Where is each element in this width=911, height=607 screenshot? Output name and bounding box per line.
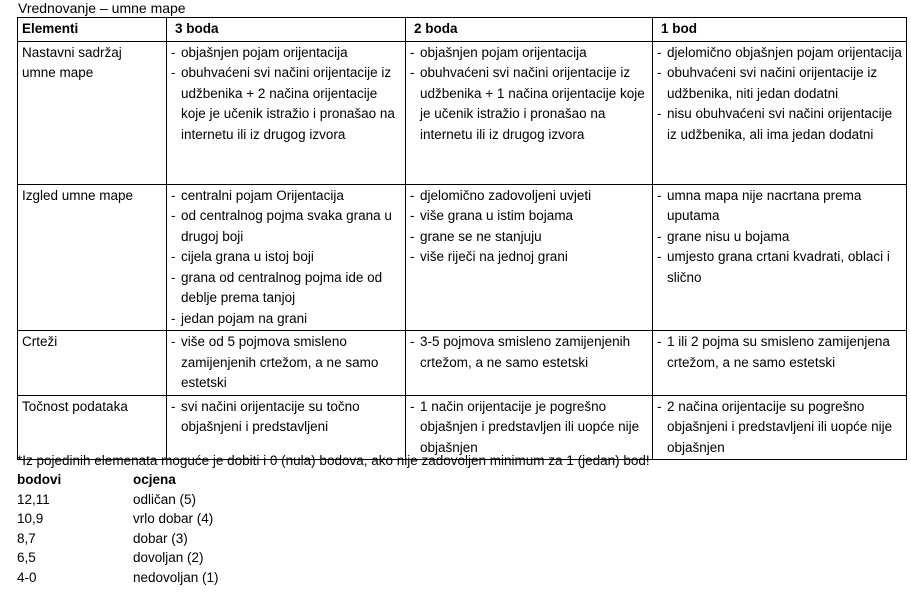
header-elementi: Elementi	[18, 18, 167, 42]
grade-mark: nedovoljan (1)	[133, 569, 219, 585]
criteria-item: - centralni pojam Orijentacija	[171, 186, 402, 207]
footnote: *Iz pojedinih elemenata moguće je dobiti i 0 (nula) bodova, ako nije zadovoljen minimum za 1 (jedan) bod!	[17, 453, 650, 468]
grade-mark: vrlo dobar (4)	[133, 511, 214, 526]
criteria-item: - umjesto grana crtani kvadrati, oblaci i slično	[657, 247, 903, 288]
criteria-item: - obuhvaćeni svi načini orijentacije iz udžbenika, niti jedan dodatni	[657, 63, 903, 104]
criteria-item: - obuhvaćeni svi načini orijentacije iz udžbenika + 2 načina orijentacije koje je učenik istražio i pronašao na internetu ili iz drugog izvora	[171, 63, 402, 145]
header-1-bod: 1 bod	[653, 18, 907, 42]
criteria-item: - 1 način orijentacije je pogrešno objašnjen i predstavljen ili uopće nije objašnjen	[410, 397, 649, 459]
element-label-line: Izgled umne mape	[22, 187, 134, 203]
criteria-list	[410, 332, 649, 373]
criteria-item: - više od 5 pojmova smisleno zamijenjenih crtežom, a ne samo estetski	[171, 332, 402, 394]
criteria-list	[657, 186, 903, 289]
criteria-item: - cijela grana u istoj boji	[171, 247, 402, 268]
criteria-item: - obuhvaćeni svi načini orijentacije iz udžbenika + 1 načina orijentacije koje je učenik istražio i pronašao na internetu ili iz drugog izvora	[410, 63, 649, 145]
rubric-criteria-cell	[653, 41, 907, 184]
criteria-list	[657, 332, 903, 373]
criteria-list	[171, 186, 402, 330]
criteria-item: - jedan pojam na grani	[171, 309, 402, 330]
rubric-criteria-cell	[653, 184, 907, 331]
grade-scale	[17, 470, 219, 587]
element-label-line: Crteži	[22, 334, 58, 349]
criteria-list	[657, 43, 903, 146]
grade-points: 8,7	[17, 530, 36, 546]
grade-mark: dovoljan (2)	[133, 550, 204, 565]
criteria-list	[410, 43, 649, 146]
rubric-criteria-cell	[167, 41, 406, 184]
rubric-element-label	[18, 41, 167, 184]
rubric-row	[18, 41, 907, 184]
criteria-list	[171, 397, 402, 438]
criteria-item: - 2 načina orijentacije su pogrešno objašnjeni i predstavljeni ili uopće nije objašnjen	[657, 397, 903, 459]
rubric-criteria-cell	[406, 331, 653, 396]
header-2-boda: 2 boda	[406, 18, 653, 42]
criteria-list	[410, 186, 649, 268]
criteria-item: - 3-5 pojmova smisleno zamijenjenih crtežom, a ne samo estetski	[410, 332, 649, 373]
criteria-list	[171, 332, 402, 394]
rubric-row	[18, 331, 907, 396]
criteria-item: - umna mapa nije nacrtana prema uputama	[657, 186, 903, 227]
criteria-item: - od centralnog pojma svaka grana u drugoj boji	[171, 206, 402, 247]
criteria-list	[171, 43, 402, 146]
criteria-item: - objašnjen pojam orijentacija	[171, 43, 402, 64]
element-label-line: Točnost podataka	[22, 398, 128, 414]
rubric-criteria-cell	[653, 395, 907, 460]
rubric-criteria-cell	[406, 184, 653, 331]
rubric-element-label	[18, 395, 167, 460]
rubric-table	[17, 17, 907, 460]
rubric-criteria-cell	[653, 331, 907, 396]
grade-mark: odličan (5)	[133, 491, 197, 507]
criteria-item: - grane se ne stanjuju	[410, 227, 649, 248]
grade-row	[17, 529, 219, 549]
document-title: Vrednovanje – umne mape	[18, 0, 186, 16]
grade-header-bodovi: bodovi	[17, 472, 62, 487]
grade-points: 12,11	[17, 491, 50, 507]
grade-points: 10,9	[17, 511, 44, 526]
element-label-line: umne mape	[22, 65, 94, 80]
grade-row	[17, 568, 219, 588]
criteria-item: - više grana u istim bojama	[410, 206, 649, 227]
rubric-element-label	[18, 331, 167, 396]
grade-row	[17, 509, 219, 529]
criteria-item: - više riječi na jednoj grani	[410, 247, 649, 268]
rubric-criteria-cell	[167, 395, 406, 460]
rubric-header-row	[18, 18, 907, 42]
header-3-boda: 3 boda	[167, 18, 406, 42]
criteria-item: - djelomično objašnjen pojam orijentacija	[657, 43, 903, 64]
criteria-list	[657, 397, 903, 459]
rubric-element-label	[18, 184, 167, 331]
criteria-item: - djelomično zadovoljeni uvjeti	[410, 186, 649, 207]
grade-row	[17, 490, 219, 510]
grade-mark: dobar (3)	[133, 530, 188, 546]
rubric-criteria-cell	[406, 395, 653, 460]
rubric-criteria-cell	[406, 41, 653, 184]
criteria-item: - grana od centralnog pojma ide od deblje prema tanjoj	[171, 268, 402, 309]
rubric-criteria-cell	[167, 184, 406, 331]
criteria-item: - grane nisu u bojama	[657, 227, 903, 248]
criteria-item: - 1 ili 2 pojma su smisleno zamijenjena crtežom, a ne samo estetski	[657, 332, 903, 373]
rubric-row	[18, 395, 907, 460]
rubric-row	[18, 184, 907, 331]
grade-points: 4-0	[17, 569, 37, 585]
element-label-line: Nastavni sadržaj	[22, 44, 122, 60]
grade-scale-header	[17, 470, 219, 490]
criteria-item: - nisu obuhvaćeni svi načini orijentacije iz udžbenika, ali ima jedan dodatni	[657, 104, 903, 145]
rubric-criteria-cell	[167, 331, 406, 396]
criteria-item: - objašnjen pojam orijentacija	[410, 43, 649, 64]
grade-header-ocjena: ocjena	[133, 472, 176, 487]
criteria-list	[410, 397, 649, 459]
criteria-item: - svi načini orijentacije su točno objašnjeni i predstavljeni	[171, 397, 402, 438]
grade-row	[17, 548, 219, 568]
grade-points: 6,5	[17, 550, 36, 565]
